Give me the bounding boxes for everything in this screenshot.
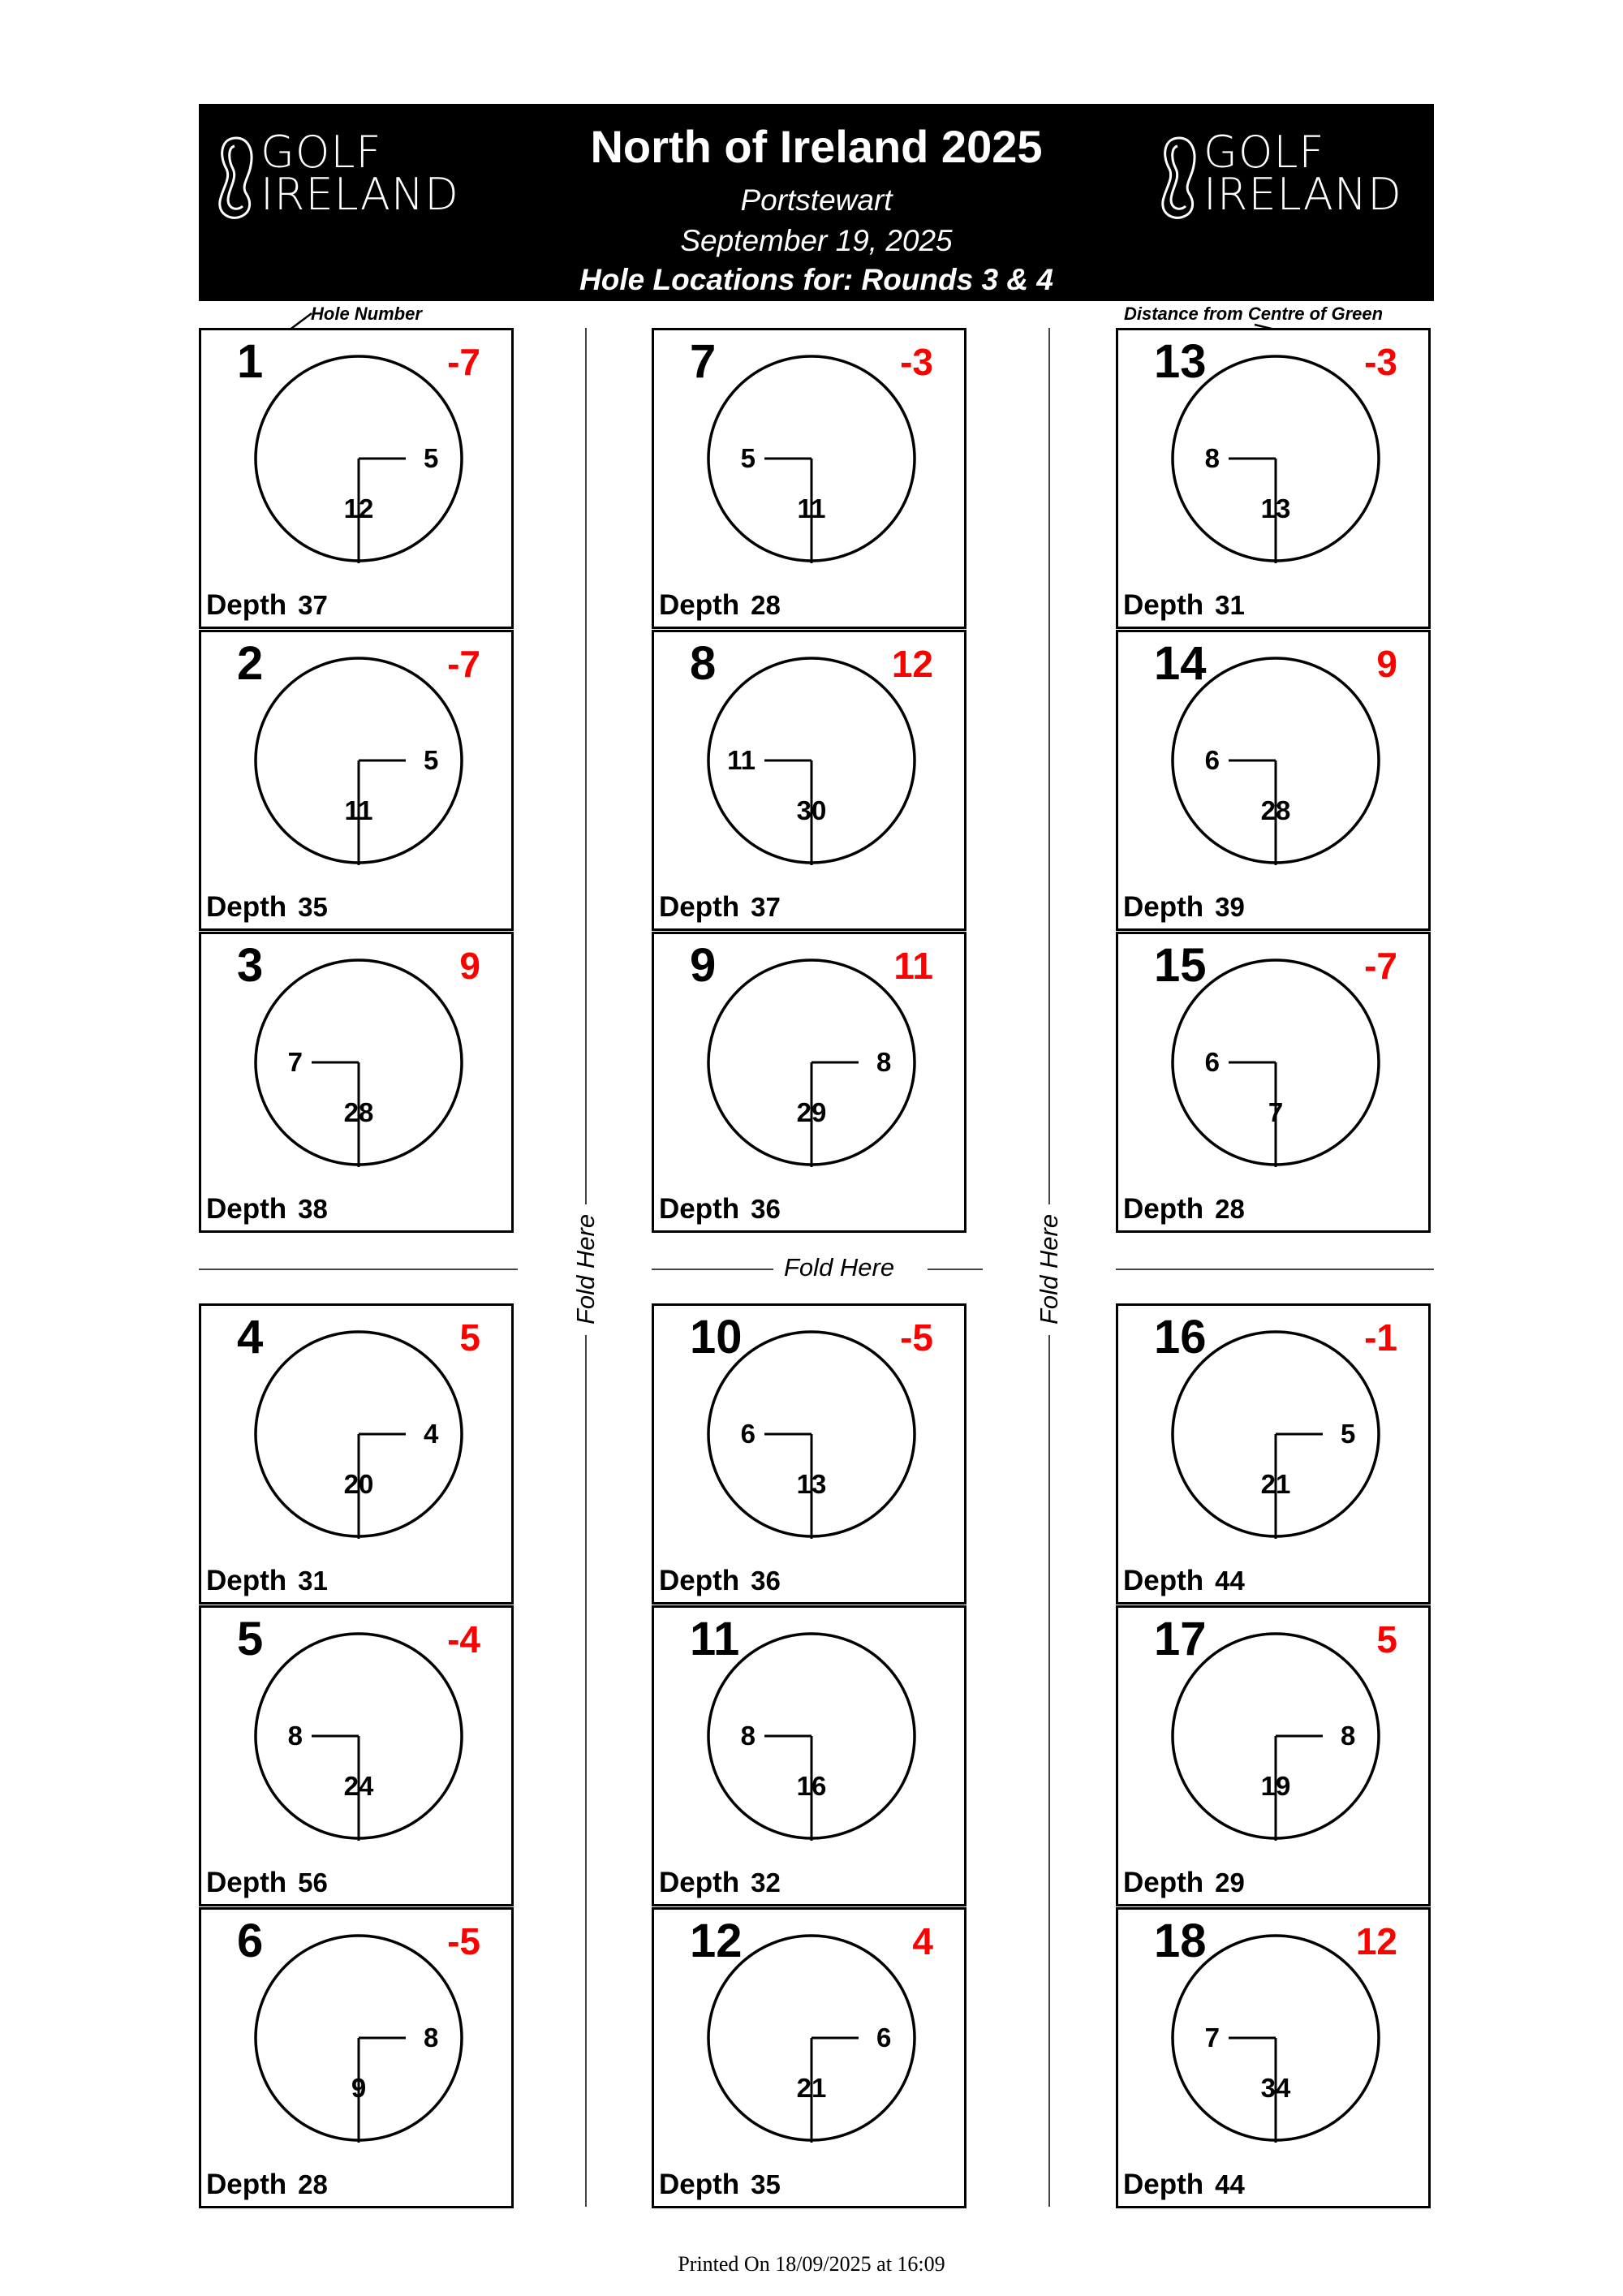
fold-line-horizontal xyxy=(652,1269,773,1270)
fold-line-vertical xyxy=(1048,328,1050,1204)
hole-number: 8 xyxy=(690,637,717,690)
green-diagram xyxy=(654,632,963,928)
distance-from-centre: 9 xyxy=(459,945,480,987)
depth-row xyxy=(206,2169,328,2201)
fold-here-label: Fold Here xyxy=(571,1213,600,1325)
fold-line-vertical xyxy=(585,1335,587,2207)
hole-card-7 xyxy=(652,328,966,629)
distance-hint: Distance from Centre of Green xyxy=(1124,304,1384,324)
hole-number: 11 xyxy=(690,1613,740,1665)
golf-ireland-emblem-icon xyxy=(1156,133,1202,222)
green-diagram xyxy=(654,1910,963,2205)
back-distance: 7 xyxy=(1268,1097,1284,1127)
back-distance: 19 xyxy=(1260,1771,1291,1801)
hole-number: 6 xyxy=(237,1915,264,1967)
depth-value: 39 xyxy=(1215,892,1245,922)
depth-label: Depth xyxy=(659,2169,740,2200)
green-diagram xyxy=(1118,934,1427,1230)
side-distance: 5 xyxy=(740,443,756,473)
green-diagram xyxy=(201,1306,510,1601)
hole-number: 9 xyxy=(690,939,717,992)
green-diagram xyxy=(201,934,510,1230)
depth-row xyxy=(1123,1565,1245,1597)
distance-from-centre: -4 xyxy=(447,1618,480,1661)
hole-number: 10 xyxy=(690,1311,743,1363)
depth-row xyxy=(206,1867,328,1899)
hole-card-5 xyxy=(199,1605,514,1906)
depth-value: 32 xyxy=(751,1867,781,1898)
hole-card-12 xyxy=(652,1907,966,2208)
distance-from-centre: -5 xyxy=(900,1316,933,1359)
logo-text-ireland: IRELAND xyxy=(260,169,459,220)
side-distance: 5 xyxy=(424,443,439,473)
back-distance: 11 xyxy=(797,493,826,523)
depth-value: 28 xyxy=(1215,1194,1245,1224)
depth-row xyxy=(659,891,781,924)
distance-from-centre: 4 xyxy=(912,1920,933,1962)
depth-row xyxy=(206,1565,328,1597)
hole-card-6 xyxy=(199,1907,514,2208)
distance-from-centre: -3 xyxy=(900,341,933,383)
back-distance: 34 xyxy=(1260,2073,1291,2103)
back-distance: 16 xyxy=(796,1771,827,1801)
depth-row xyxy=(206,1193,328,1226)
depth-label: Depth xyxy=(1123,1193,1204,1225)
depth-label: Depth xyxy=(659,1867,740,1898)
fold-line-horizontal xyxy=(199,1269,518,1270)
side-distance: 8 xyxy=(1204,443,1220,473)
side-distance: 7 xyxy=(287,1047,303,1077)
side-distance: 8 xyxy=(740,1721,756,1751)
distance-from-centre: -5 xyxy=(447,1920,480,1962)
depth-label: Depth xyxy=(659,891,740,923)
depth-value: 44 xyxy=(1215,1566,1245,1596)
side-distance: 11 xyxy=(727,745,756,775)
hole-number: 13 xyxy=(1154,335,1207,388)
distance-from-centre: 12 xyxy=(891,643,933,685)
event-date: September 19, 2025 xyxy=(680,224,953,257)
side-distance: 4 xyxy=(424,1419,439,1449)
hole-card-10 xyxy=(652,1303,966,1605)
distance-from-centre: 5 xyxy=(1376,1618,1397,1661)
depth-value: 28 xyxy=(751,590,781,620)
depth-label: Depth xyxy=(1123,1867,1204,1898)
back-distance: 12 xyxy=(343,493,374,523)
green-diagram xyxy=(201,1910,510,2205)
depth-label: Depth xyxy=(659,589,740,621)
green-diagram xyxy=(654,1608,963,1903)
depth-row xyxy=(659,1193,781,1226)
depth-value: 31 xyxy=(298,1566,328,1596)
depth-row xyxy=(659,1867,781,1899)
depth-value: 35 xyxy=(298,892,328,922)
depth-label: Depth xyxy=(206,1867,287,1898)
hole-card-13 xyxy=(1116,328,1431,629)
depth-value: 35 xyxy=(751,2169,781,2199)
depth-value: 28 xyxy=(298,2169,328,2199)
distance-from-centre: -7 xyxy=(447,341,480,383)
depth-value: 37 xyxy=(751,892,781,922)
fold-line-vertical xyxy=(585,328,587,1204)
header-banner xyxy=(199,104,1434,301)
side-distance: 6 xyxy=(740,1419,756,1449)
green-diagram xyxy=(1118,330,1427,626)
page-title: North of Ireland 2025 xyxy=(590,121,1043,172)
depth-value: 29 xyxy=(1215,1867,1245,1898)
depth-label: Depth xyxy=(1123,891,1204,923)
side-distance: 7 xyxy=(1204,2022,1220,2053)
depth-value: 38 xyxy=(298,1194,328,1224)
depth-row xyxy=(659,2169,781,2201)
depth-label: Depth xyxy=(206,589,287,621)
depth-row xyxy=(206,589,328,622)
distance-from-centre: 9 xyxy=(1376,643,1397,685)
back-distance: 20 xyxy=(343,1469,374,1499)
hole-card-3 xyxy=(199,932,514,1233)
back-distance: 13 xyxy=(796,1469,827,1499)
side-distance: 8 xyxy=(424,2022,439,2053)
fold-here-label: Fold Here xyxy=(784,1253,895,1282)
hole-number: 17 xyxy=(1154,1613,1207,1665)
hole-number: 3 xyxy=(237,939,264,992)
hole-number-hint: Hole Number xyxy=(311,304,422,324)
back-distance: 24 xyxy=(343,1771,374,1801)
depth-label: Depth xyxy=(1123,589,1204,621)
depth-label: Depth xyxy=(206,2169,287,2200)
green-diagram xyxy=(1118,1608,1427,1903)
hole-number: 12 xyxy=(690,1915,743,1967)
distance-from-centre: 5 xyxy=(459,1316,480,1359)
hole-number: 16 xyxy=(1154,1311,1207,1363)
hole-card-16 xyxy=(1116,1303,1431,1605)
depth-label: Depth xyxy=(659,1193,740,1225)
hole-number: 2 xyxy=(237,637,264,690)
hole-card-11 xyxy=(652,1605,966,1906)
distance-from-centre: -1 xyxy=(1364,1316,1397,1359)
depth-label: Depth xyxy=(206,891,287,923)
depth-row xyxy=(1123,2169,1245,2201)
side-distance: 5 xyxy=(424,745,439,775)
distance-from-centre: -3 xyxy=(1364,341,1397,383)
depth-label: Depth xyxy=(206,1565,287,1596)
hole-card-17 xyxy=(1116,1605,1431,1906)
green-diagram xyxy=(201,632,510,928)
logo-text-golf: GOLF xyxy=(260,127,382,178)
green-diagram xyxy=(1118,1306,1427,1601)
hole-number: 18 xyxy=(1154,1915,1207,1967)
depth-label: Depth xyxy=(659,1565,740,1596)
depth-row xyxy=(1123,1193,1245,1226)
side-distance: 6 xyxy=(876,2022,892,2053)
hole-number: 5 xyxy=(237,1613,264,1665)
printed-timestamp: Printed On 18/09/2025 at 16:09 xyxy=(678,2252,945,2276)
depth-row xyxy=(1123,1867,1245,1899)
back-distance: 11 xyxy=(344,795,373,825)
depth-row xyxy=(659,1565,781,1597)
distance-from-centre: -7 xyxy=(447,643,480,685)
hole-card-15 xyxy=(1116,932,1431,1233)
side-distance: 8 xyxy=(287,1721,303,1751)
depth-row xyxy=(206,891,328,924)
back-distance: 21 xyxy=(796,2073,827,2103)
logo-text-golf: GOLF xyxy=(1203,127,1325,178)
green-diagram xyxy=(201,1608,510,1903)
green-diagram xyxy=(1118,1910,1427,2205)
fold-line-horizontal xyxy=(928,1269,983,1270)
distance-from-centre: 12 xyxy=(1355,1920,1397,1962)
side-distance: 6 xyxy=(1204,1047,1220,1077)
hole-card-1 xyxy=(199,328,514,629)
back-distance: 29 xyxy=(796,1097,827,1127)
depth-label: Depth xyxy=(1123,2169,1204,2200)
distance-from-centre: -7 xyxy=(1364,945,1397,987)
depth-value: 36 xyxy=(751,1566,781,1596)
distance-from-centre: 11 xyxy=(893,945,933,987)
golf-ireland-logo-right xyxy=(1156,127,1424,227)
depth-row xyxy=(1123,891,1245,924)
hole-card-9 xyxy=(652,932,966,1233)
back-distance: 13 xyxy=(1260,493,1291,523)
venue: Portstewart xyxy=(740,183,893,217)
green-diagram xyxy=(654,1306,963,1601)
depth-value: 44 xyxy=(1215,2169,1245,2199)
hole-card-18 xyxy=(1116,1907,1431,2208)
green-diagram xyxy=(201,330,510,626)
green-diagram xyxy=(654,330,963,626)
side-distance: 6 xyxy=(1204,745,1220,775)
side-distance: 8 xyxy=(1341,1721,1356,1751)
fold-here-label: Fold Here xyxy=(1035,1213,1063,1325)
depth-row xyxy=(1123,589,1245,622)
fold-line-vertical xyxy=(1048,1335,1050,2207)
hole-number: 1 xyxy=(237,335,264,388)
depth-value: 56 xyxy=(298,1867,328,1898)
depth-value: 37 xyxy=(298,590,328,620)
rounds-label: Hole Locations for: Rounds 3 & 4 xyxy=(579,263,1053,296)
depth-value: 36 xyxy=(751,1194,781,1224)
hole-card-2 xyxy=(199,630,514,931)
hole-number: 7 xyxy=(690,335,717,388)
hole-card-8 xyxy=(652,630,966,931)
green-diagram xyxy=(1118,632,1427,928)
back-distance: 28 xyxy=(343,1097,374,1127)
back-distance: 30 xyxy=(796,795,827,825)
hole-number: 4 xyxy=(237,1311,264,1363)
hole-card-4 xyxy=(199,1303,514,1605)
hole-card-14 xyxy=(1116,630,1431,931)
logo-text-ireland: IRELAND xyxy=(1203,169,1402,220)
back-distance: 9 xyxy=(351,2073,367,2103)
green-diagram xyxy=(654,934,963,1230)
depth-label: Depth xyxy=(1123,1565,1204,1596)
depth-label: Depth xyxy=(206,1193,287,1225)
hole-number: 14 xyxy=(1154,637,1207,690)
hole-number: 15 xyxy=(1154,939,1207,992)
side-distance: 5 xyxy=(1341,1419,1356,1449)
back-distance: 21 xyxy=(1260,1469,1291,1499)
depth-row xyxy=(659,589,781,622)
side-distance: 8 xyxy=(876,1047,892,1077)
back-distance: 28 xyxy=(1260,795,1291,825)
depth-value: 31 xyxy=(1215,590,1245,620)
fold-line-horizontal xyxy=(1116,1269,1434,1270)
